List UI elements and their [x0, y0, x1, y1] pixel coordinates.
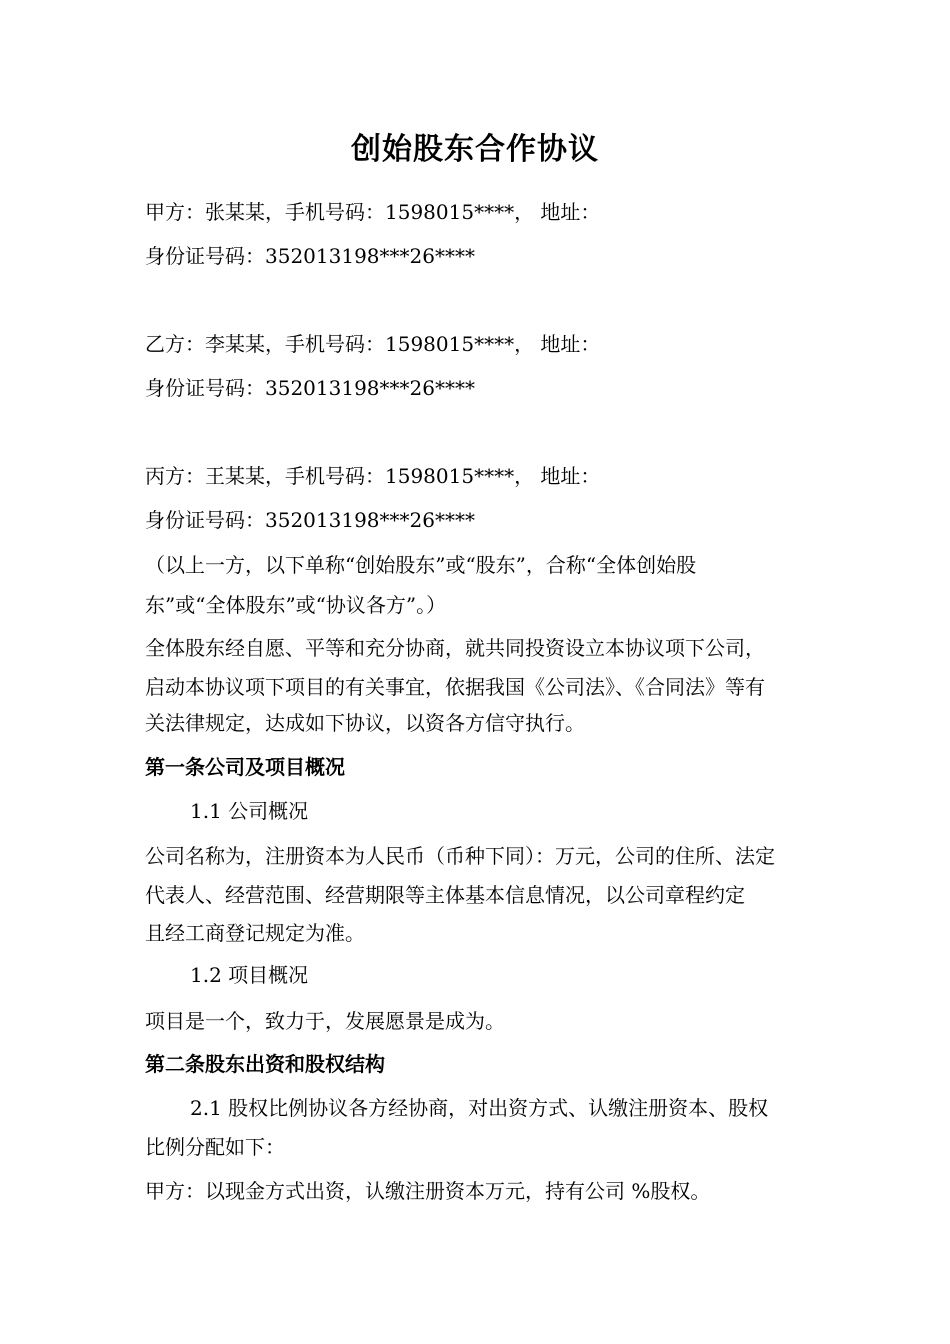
section-1-2-heading: 1.2 项目概况 [190, 963, 309, 987]
party-a-id: 身份证号码：352013198***26**** [145, 244, 475, 268]
note-line: 东”或“全体股东”或“协议各方”。） [145, 593, 447, 617]
party-b-id: 身份证号码：352013198***26**** [145, 376, 475, 400]
party-c-info: 丙方：王某某，手机号码：1598015****， 地址： [145, 464, 601, 488]
section-1-2-body: 项目是一个，致力于，发展愿景是成为。 [145, 1009, 505, 1033]
party-b-info: 乙方：李某某，手机号码：1598015****， 地址： [145, 332, 601, 356]
article-1-heading: 第一条公司及项目概况 [145, 755, 345, 779]
preamble-line: 启动本协议项下项目的有关事宜，依据我国《公司法》、《合同法》等有 [145, 675, 765, 699]
section-2-1-body: 2.1 股权比例协议各方经协商，对出资方式、认缴注册资本、股权 [190, 1096, 769, 1120]
party-a-share: 甲方：以现金方式出资，认缴注册资本万元，持有公司 %股权。 [145, 1179, 711, 1203]
document-title: 创始股东合作协议 [351, 132, 599, 167]
article-2-heading: 第二条股东出资和股权结构 [145, 1052, 385, 1076]
section-1-1-body: 且经工商登记规定为准。 [145, 921, 365, 945]
preamble-line: 全体股东经自愿、平等和充分协商，就共同投资设立本协议项下公司， [145, 636, 765, 660]
party-a-info: 甲方：张某某，手机号码：1598015****， 地址： [145, 200, 601, 224]
section-1-1-heading: 1.1 公司概况 [190, 799, 309, 823]
section-1-1-body: 公司名称为，注册资本为人民币（币种下同）：万元，公司的住所、法定 [145, 844, 775, 868]
section-2-1-body: 比例分配如下： [145, 1135, 285, 1159]
section-1-1-body: 代表人、经营范围、经营期限等主体基本信息情况，以公司章程约定 [145, 883, 745, 907]
preamble-line: 关法律规定，达成如下协议，以资各方信守执行。 [145, 711, 585, 735]
note-line: （以上一方，以下单称“创始股东”或“股东”，合称“全体创始股 [145, 553, 697, 577]
party-c-id: 身份证号码：352013198***26**** [145, 508, 475, 532]
